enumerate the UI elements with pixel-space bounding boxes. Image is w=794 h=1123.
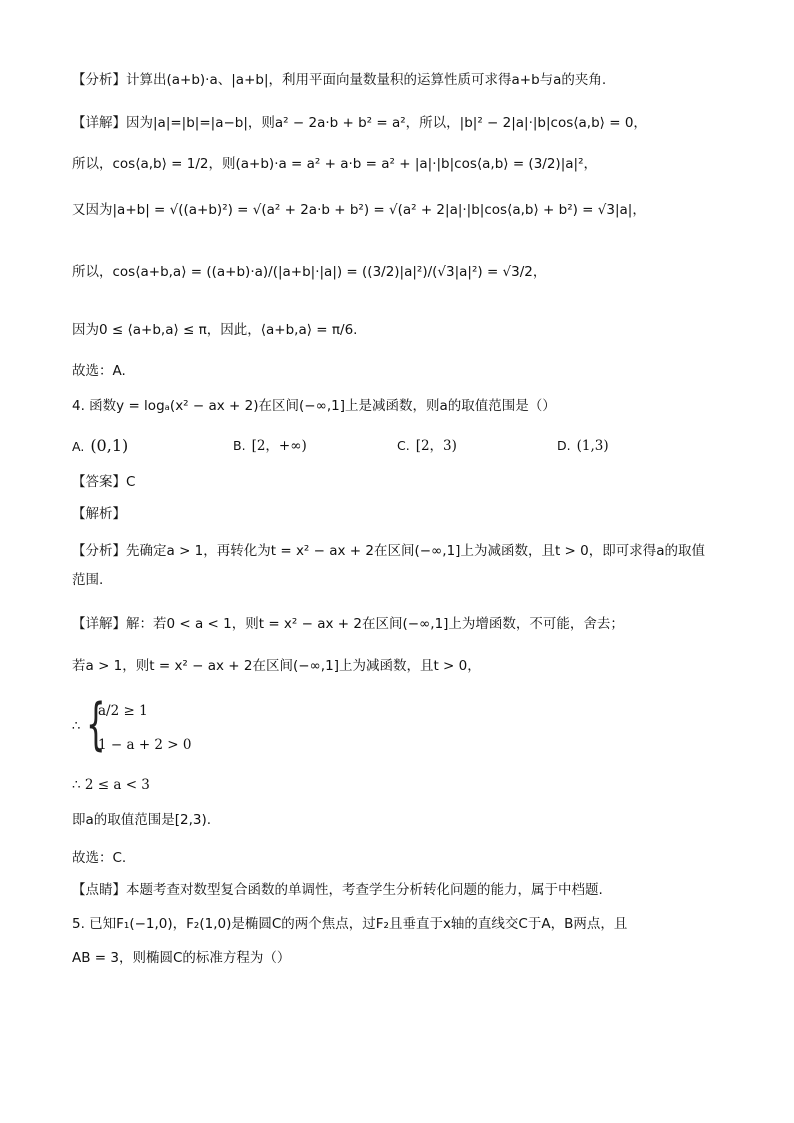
option-c-label: C. [397,438,410,453]
option-c-text: [2，3) [415,438,457,454]
analysis-q4-line-1: 【分析】先确定a > 1，再转化为t = x² − ax + 2在区间(−∞,1]上为减函数，且t > 0，即可求得a的取值 [72,543,706,559]
option-b-text: [2，+∞) [251,438,307,454]
option-a-text: (0,1) [90,436,129,455]
question-4: 4. 函数y = logₐ(x² − ax + 2)在区间(−∞,1]上是减函数，则a的取值范围是（） [72,398,556,414]
detail-line-2: 所以，cos⟨a,b⟩ = 1/2，则(a+b)·a = a² + a·b = a² + |a|·|b|cos⟨a,b⟩ = (3/2)|a|²， [72,156,597,172]
choose-a: 故选：A. [72,363,126,379]
therefore-symbol: ∴ [72,719,81,734]
left-brace: { [86,692,106,757]
detail-q4-line-1: 【详解】解：若0 < a < 1，则t = x² − ax + 2在区间(−∞,1]上为增函数，不可能，舍去； [72,616,624,632]
solution-heading: 【解析】 [72,506,126,522]
detail-line-5: 因为0 ≤ ⟨a+b,a⟩ ≤ π，因此，⟨a+b,a⟩ = π/6. [72,322,358,338]
option-d [557,436,609,456]
choose-c: 故选：C. [72,850,127,866]
analysis-q4-line-2: 范围. [72,572,104,588]
detail-line-4: 所以，cos⟨a+b,a⟩ = ((a+b)·a)/(|a+b|·|a|) = ((3/2)|a|²)/(√3|a|²) = √3/2， [72,264,547,280]
detail-line-1: 【详解】因为|a|=|b|=|a−b|，则a² − 2a·b + b² = a²，所以，|b|² − 2|a|·|b|cos⟨a,b⟩ = 0， [72,115,647,131]
answer: 【答案】C [72,474,136,490]
question-5-line-1: 5. 已知F₁(−1,0)，F₂(1,0)是椭圆C的两个焦点，过F₂且垂直于x轴的直线交C于A，B两点，且 [72,916,628,932]
system-row-1: a/2 ≥ 1 [98,703,148,719]
detail-line-3: 又因为|a+b| = √((a+b)²) = √(a² + 2a·b + b²) = √(a² + 2|a|·|b|cos⟨a,b⟩ + b²) = √3|a|， [72,202,646,218]
result-inequality: ∴ 2 ≤ a < 3 [72,777,150,793]
option-d-label: D. [557,438,571,453]
option-d-text: (1,3) [576,438,609,454]
inequality-system [72,692,272,757]
option-b [233,436,307,456]
option-c [397,436,457,456]
option-a-label: A. [72,439,85,454]
detail-q4-line-2: 若a > 1，则t = x² − ax + 2在区间(−∞,1]上为减函数，且t > 0， [72,658,481,674]
question-5-line-2: AB = 3，则椭圆C的标准方程为（） [72,950,291,966]
analysis-line-1: 【分析】计算出(a+b)·a、|a+b|，利用平面向量数量积的运算性质可求得a+b与a的夹角. [72,72,607,88]
range-statement: 即a的取值范围是[2,3). [72,812,212,828]
option-a [72,436,128,457]
comment: 【点睛】本题考查对数型复合函数的单调性，考查学生分析转化问题的能力，属于中档题. [72,882,603,898]
system-row-2: 1 − a + 2 > 0 [98,737,192,753]
option-b-label: B. [233,438,246,453]
